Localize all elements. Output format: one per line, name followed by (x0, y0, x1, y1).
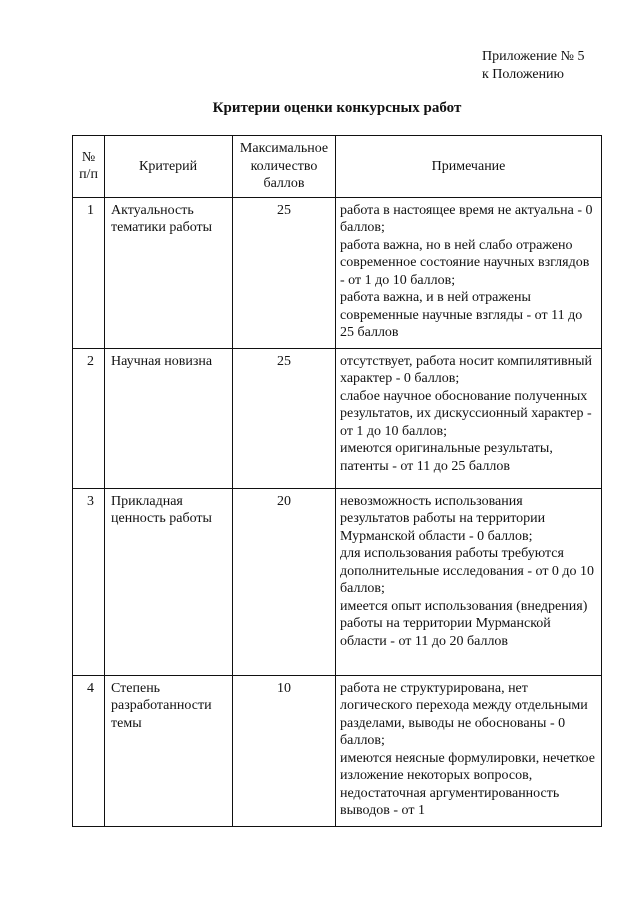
row-num: 3 (73, 488, 105, 675)
table-row (73, 348, 602, 488)
appendix-line-2: к Положению (482, 67, 565, 82)
note-line: работа важна, но в ней слабо отражено современное состояние научных взглядов - от 1 до 10 баллов; (340, 237, 590, 288)
row-note (336, 675, 602, 826)
row-note (336, 197, 602, 348)
note-line: работа в настоящее время не актуальна - 0 баллов; (340, 202, 593, 235)
note-line: имеется опыт использования (внедрения) работы на территории Мурманской области - от 11 до 20 баллов (340, 598, 588, 649)
row-criterion: Прикладная ценность работы (105, 488, 233, 675)
row-max-score: 25 (233, 348, 336, 488)
note-line: имеются оригинальные результаты, патенты - от 11 до 25 баллов (340, 441, 553, 474)
table-row (73, 197, 602, 348)
row-criterion: Научная новизна (105, 348, 233, 488)
row-note (336, 348, 602, 488)
table-row (73, 488, 602, 675)
row-note (336, 488, 602, 675)
note-line: отсутствует, работа носит компилятивный характер - 0 баллов; (340, 353, 593, 386)
row-max-score: 20 (233, 488, 336, 675)
row-max-score: 25 (233, 197, 336, 348)
appendix-line-1: Приложение № 5 (482, 49, 585, 64)
header-criterion: Критерий (105, 136, 233, 198)
note-line: для использования работы требуются дополнительные исследования - от 0 до 10 баллов; (340, 546, 595, 596)
note-line: работа не структурирована, нет логического перехода между отдельными разделами, выводы не обоснованы - 0 баллов; (340, 680, 588, 748)
row-num: 4 (73, 675, 105, 826)
note-line: работа важна, и в ней отражены современные научные взгляды - от 11 до 25 баллов (340, 290, 583, 340)
note-line: невозможность использования результатов работы на территории Мурманской области - 0 баллов; (340, 493, 546, 544)
table-row (73, 675, 602, 826)
header-max-score: Максимальное количество баллов (233, 136, 336, 198)
row-max-score: 10 (233, 675, 336, 826)
appendix-reference (482, 48, 585, 84)
row-num: 2 (73, 348, 105, 488)
note-line: слабое научное обоснование полученных результатов, их дискуссионный характер - от 1 до 10 баллов; (340, 388, 592, 439)
row-criterion: Актуальность тематики работы (105, 197, 233, 348)
criteria-table (72, 135, 602, 827)
header-num: № п/п (73, 136, 105, 198)
header-note: Примечание (336, 136, 602, 198)
row-criterion: Степень разработанности темы (105, 675, 233, 826)
table-header-row (73, 136, 602, 198)
note-line: имеются неясные формулировки, нечеткое изложение некоторых вопросов, недостаточная аргументированность выводов - от 1 (340, 750, 595, 818)
document-title: Критерии оценки конкурсных работ (212, 100, 462, 116)
row-num: 1 (73, 197, 105, 348)
